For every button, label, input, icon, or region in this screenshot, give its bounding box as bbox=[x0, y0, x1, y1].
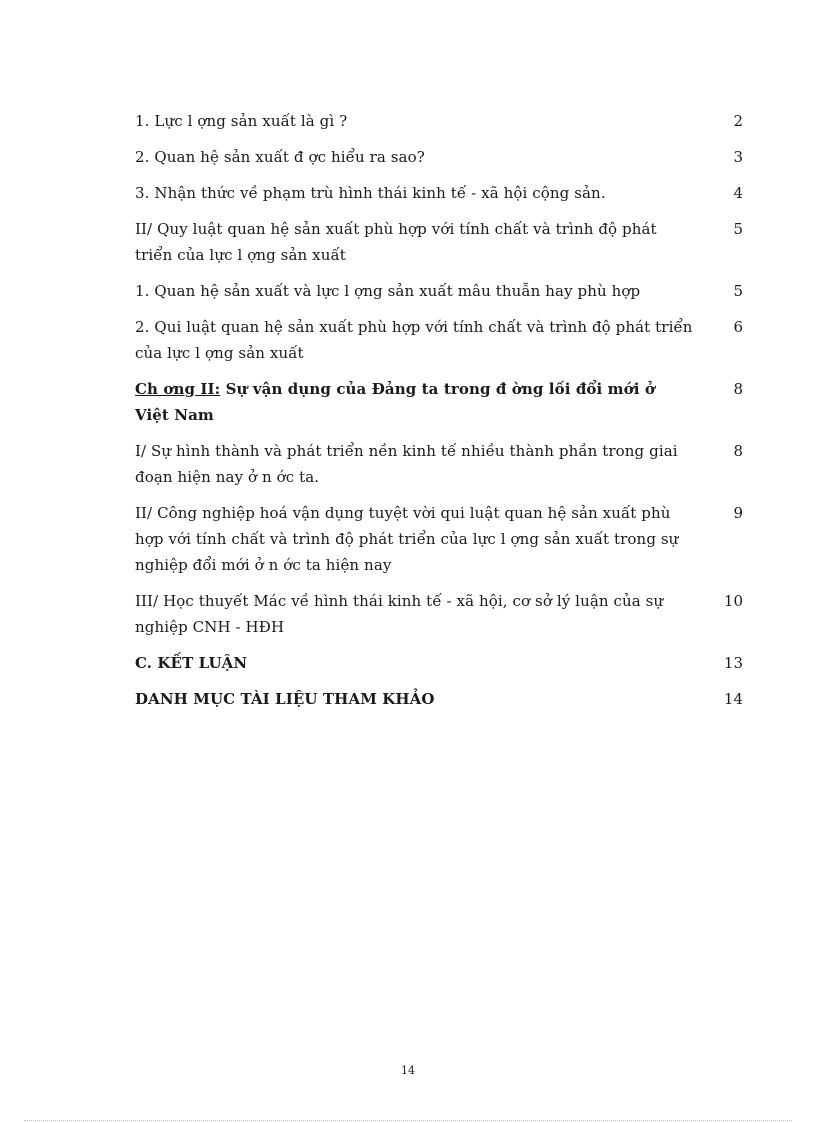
toc-entry bbox=[135, 438, 747, 490]
toc-entry-text: 1. Lực l ợng sản xuất là gì ? bbox=[135, 112, 348, 130]
toc-entry-text: II/ Quy luật quan hệ sản xuất phù hợp với tính chất và trình độ phát triển của lực l ợng sản xuất bbox=[135, 220, 657, 264]
toc-entry-page: 2 bbox=[733, 112, 743, 130]
toc-entry-page: 9 bbox=[733, 504, 743, 522]
toc-section-heading bbox=[135, 686, 747, 712]
chapter-title: Sự vận dụng của Đảng ta trong đ ờng lối đổi mới ở Việt Nam bbox=[135, 380, 655, 424]
toc-entry-text: 1. Quan hệ sản xuất và lực l ợng sản xuất mâu thuẫn hay phù hợp bbox=[135, 282, 641, 300]
toc-entry bbox=[135, 588, 747, 640]
toc-entry bbox=[135, 216, 747, 268]
toc-entry-page: 8 bbox=[733, 380, 743, 398]
toc-entry bbox=[135, 314, 747, 366]
toc-section-text: C. KẾT LUẬN bbox=[135, 654, 248, 672]
toc-entry bbox=[135, 180, 747, 206]
toc-entry bbox=[135, 278, 747, 304]
toc-entry-text: 2. Qui luật quan hệ sản xuất phù hợp với tính chất và trình độ phát triển của lực l ợng sản xuất bbox=[135, 318, 693, 362]
chapter-prefix: Ch ơng II: bbox=[135, 380, 221, 398]
toc-entry bbox=[135, 500, 747, 578]
toc-entry bbox=[135, 144, 747, 170]
toc-entry-page: 3 bbox=[733, 148, 743, 166]
toc-entry-page: 13 bbox=[723, 654, 743, 672]
toc-entry-page: 8 bbox=[733, 442, 743, 460]
page-number: 14 bbox=[401, 1064, 415, 1077]
toc-section-text: DANH MỤC TÀI LIỆU THAM KHẢO bbox=[135, 690, 435, 708]
toc-entry-page: 14 bbox=[723, 690, 743, 708]
toc-entry-text: III/ Học thuyết Mác về hình thái kinh tế - xã hội, cơ sở lý luận của sự nghiệp CNH - HĐH bbox=[135, 592, 664, 636]
toc-entry-page: 4 bbox=[733, 184, 743, 202]
page-bottom-divider bbox=[24, 1120, 792, 1121]
toc-entry-text: 2. Quan hệ sản xuất đ ợc hiểu ra sao? bbox=[135, 148, 425, 166]
toc-section-heading bbox=[135, 650, 747, 676]
toc-entry-page: 10 bbox=[723, 592, 743, 610]
toc-chapter-text bbox=[135, 376, 693, 428]
toc-entry-page: 5 bbox=[733, 282, 743, 300]
toc-entry-page: 6 bbox=[733, 318, 743, 336]
toc-entry-text: 3. Nhận thức về phạm trù hình thái kinh tế - xã hội cộng sản. bbox=[135, 184, 606, 202]
toc-entry-text: I/ Sự hình thành và phát triển nền kinh tế nhiều thành phần trong giai đoạn hiện nay ở n ớc ta. bbox=[135, 442, 678, 486]
toc-entry bbox=[135, 108, 747, 134]
toc-entry-page: 5 bbox=[733, 220, 743, 238]
toc-chapter-heading bbox=[135, 376, 747, 428]
toc-entry-text: II/ Công nghiệp hoá vận dụng tuyệt vời qui luật quan hệ sản xuất phù hợp với tính chất và trình độ phát triển của lực l ợng sản xuất trong sự nghiệp đổi mới ở n ớc ta hiện nay bbox=[135, 504, 679, 574]
table-of-contents bbox=[135, 108, 747, 722]
